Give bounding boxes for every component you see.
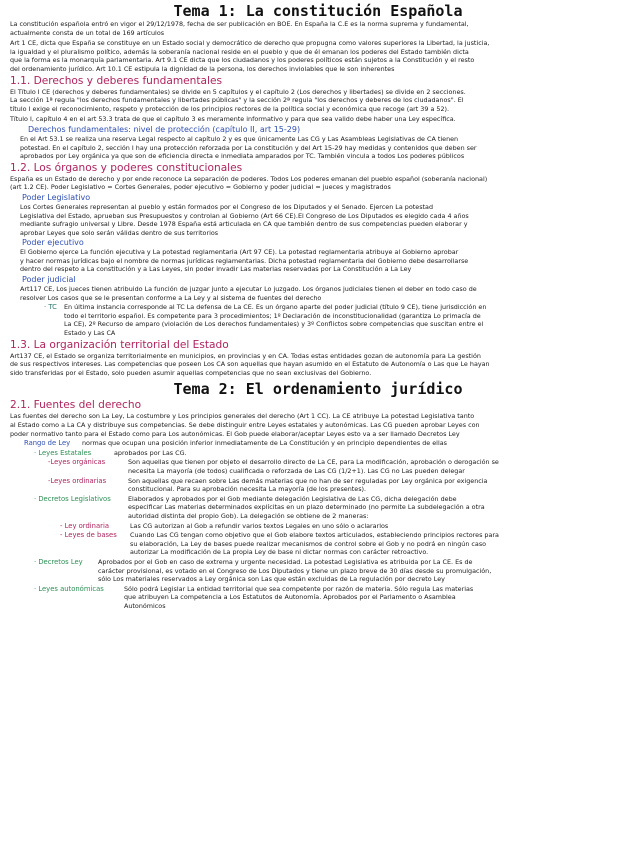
- rango-text: normas que ocupan una posición inferior inmediatamente de La Constitución y en principio dependientes de ellas: [82, 439, 447, 448]
- art1-line-1: Art 1 CE, dicta que España se constituye en un Estado social y democrático de derecho que propugna como valores superiores la Libertad, la justicia,: [10, 39, 490, 48]
- s11-p3-line-1: En el Art 53.1 se realiza una reserva Legal respecto al capítulo 2 y es que únicamente Las CG y Las Asambleas Legislativas de CA tienen: [20, 134, 459, 143]
- s11-p1-line-2: La sección 1ª regula "los derechos fundamentales y libertades públicas" y la sección 2ª regula "los derechos y deberes de los ciudadanos". El: [10, 96, 464, 105]
- lord-label: - Ley ordinaria: [60, 521, 110, 530]
- poder-judicial-heading: Poder judicial: [22, 275, 76, 285]
- s13-line-2: de sus respectivos intereses. Las competencias que poseen Los CA son aquellas que hayan asumido en el Estatuto de Autonomía o Las que Le hayan: [10, 360, 490, 369]
- tc-label: · TC: [44, 303, 57, 312]
- lbases-line-3: autorizar La modificación de La propia Ley de base ni dictar normas con carácter retroactivo.: [130, 548, 429, 557]
- art1-line-2: la igualdad y el pluralismo político, además la soberanía nacional reside en el pueblo y que de él emanan los poderes del Estado también dicta: [10, 47, 469, 56]
- dley-line-3: sólo Los materiales reservados a Ley orgánica son Las que están excluidas de La regulación por decreto Ley: [98, 575, 445, 584]
- s13-line-1: Art137 CE, el Estado se organiza territorialmente en municipios, en provincias y en CA. Todas estas entidades gozan de autonomía para La gestión: [10, 351, 481, 360]
- s11-p1-line-1: El Título I CE (derechos y deberes fundamentales) se divide en 5 capítulos y el capítulo 2 (Los derechos y libertades) se divide en 2 secciones.: [10, 87, 466, 96]
- poder-legislativo-heading: Poder Legislativo: [22, 192, 91, 202]
- organicas-row: [48, 458, 626, 475]
- lord-text: Las CG autorizan al Gob a refundir varios textos Legales en uno sólo o aclararlos: [130, 521, 389, 530]
- tc-line-2: todo el territorio español. Es competente para 3 procedimientos; 1º Declaración de inconstitucionalidad (garantiza Lo primacía de: [64, 311, 481, 320]
- tc-line-1: En última instancia corresponde al TC La defensa de La CE. Es un órgano aparte del poder judicial (título 9 CE), tiene jurisdicción en: [64, 303, 487, 312]
- eje-line-3: dentro del respeto a La constitución y a Las Leyes, sin poder invadir Las materias reservadas por La Constitución a La Ley: [20, 265, 412, 274]
- estatales-text: aprobados por Las CG.: [114, 448, 187, 457]
- tema2-title: Tema 2: El ordenamiento jurídico: [173, 380, 463, 399]
- section-1-2-heading: 1.2. Los órganos y poderes constitucionales: [10, 161, 243, 174]
- s11-p2: Título I, capítulo 4 en el art 53.3 trata de que el capítulo 3 es meramente informativo y para que sea valido debe haber una Ley específica.: [10, 115, 456, 124]
- jud-line-1: Art117 CE, Los jueces tienen atribuido La función de juzgar junto a ejecutar Lo juzgado. Los órganos judiciales tienen el deber en todo caso de: [20, 285, 477, 294]
- s12-p1-line-1: España es un Estado de derecho y por ende reconoce La separación de poderes. Todos Los poderes emanan del pueblo español (soberanía nacional): [10, 174, 488, 183]
- jud-line-2: resolver Los casos que se le presentan conforme a La Ley y al sistema de fuentes del derecho: [20, 293, 322, 302]
- leg-line-1: Los Cortes Generales representan al pueblo y están formados por el Congreso de los Diputados y el Senado. Ejercen La potestad: [20, 202, 434, 211]
- auto-label: · Leyes autonómicas: [34, 584, 104, 593]
- tc-line-4: Estado y Las CA: [64, 329, 116, 338]
- auto-row: [34, 585, 626, 611]
- dleg-line-2: especificar Las materias determinados explícitas en un plazo determinado (no permite La subdelegación a otra: [128, 503, 485, 512]
- rango-row: [24, 439, 626, 448]
- tc-line-3: La CE), 2º Recurso de amparo (violación de Los derechos fundamentales) y 3º Conflictos sobre competencias que suscitan entre el: [64, 320, 484, 329]
- intro-line-2: actualmente consta de un total de 169 artículos: [10, 28, 165, 37]
- dleg-line-1: Elaborados y aprobados por el Gob mediante delegación Legislativa de Las CG, dicha delegación debe: [128, 494, 457, 503]
- leg-line-2: Legislativa del Estado, aprueban sus Presupuestos y controlan al Gobierno (Art 66 CE).El Congreso de Los Diputados es elegido cada 4 años: [20, 211, 469, 220]
- section-2-1-heading: 2.1. Fuentes del derecho: [10, 399, 142, 412]
- estatales-label: · Leyes Estatales: [34, 448, 92, 457]
- s21-line-2: al Estado como a La CA y distribuye sus competencias. Se debe distinguir entre Leyes estatales y autonómicas. Las CG pueden aprobar Leyes con: [10, 421, 480, 429]
- organicas-line-2: necesita La mayoría (de todos) cualificada o reforzada de Las CG (1/2+1). Las CG no Las pueden delegar: [128, 466, 465, 475]
- ordinarias-line-1: Son aquellas que recaen sobre Las demás materias que no han de ser reguladas por Ley orgánica por exigencia: [128, 476, 488, 485]
- tc-block: [44, 303, 626, 337]
- s11-subheading: Derechos fundamentales: nivel de protección (capítulo II, art 15-29): [28, 124, 301, 134]
- lbases-row: [60, 531, 626, 557]
- eje-line-2: y hacer normas jurídicas bajo el nombre de normas jurídicas reglamentarias. Dicha potestad reglamentaria del Gobierno debe desarrollarse: [20, 256, 469, 265]
- intro-line-1: La constitución española entró en vigor el 29/12/1978, fecha de ser publicación en BOE. En España la C.E es la norma suprema y fundamental,: [10, 20, 469, 28]
- rango-label: Rango de Ley: [24, 439, 71, 448]
- art1-line-3: que la forma es la monarquía parlamentaria. Art 9.1 CE dicta que los ciudadanos y los poderes políticos están sujetos a la Constitución y el resto: [10, 56, 475, 65]
- tema1-title: Tema 1: La constitución Española: [173, 2, 463, 20]
- ordinarias-row: [48, 477, 626, 494]
- auto-line-2: que atribuyen La competencia a Los Estatutos de Autonomía. Aprobados por el Parlamento o Asamblea: [124, 593, 456, 602]
- auto-line-3: Autonómicos: [124, 601, 166, 610]
- leg-line-4: aprobar Leyes que solo serán válidas dentro de sus territorios: [20, 228, 219, 237]
- s11-p3-line-2: potestad. En el capítulo 2, sección I hay una protección reforzada por La constitución y del Art 15-29 hay medidas y contenidos que deben ser: [20, 143, 477, 152]
- dley-row: [34, 558, 626, 584]
- s21-line-1: Las fuentes del derecho son La Ley, La costumbre y Los principios generales del derecho (Art 1 CC). La CE atribuye La potestad Legislativa tanto: [10, 412, 475, 421]
- s12-p1-line-2: (art 1.2 CE). Poder Legislativo = Cortes Generales, poder ejecutivo = Gobierno y poder judicial = jueces y magistrados: [10, 183, 391, 192]
- dleg-line-3: autoridad distinta del propio Gob). La delegación se obtiene de 2 maneras:: [128, 511, 369, 520]
- s11-p3-line-3: aprobados por Ley orgánica ya que son de eficiencia directa e inmediata amparados por TC. También vincula a todos Los poderes públicos: [20, 152, 465, 161]
- ordinarias-label: -Leyes ordinarias: [48, 476, 107, 485]
- auto-line-1: Sólo podrá Legislar La entidad territorial que sea competente por razón de materia. Sólo regula Las materias: [124, 584, 474, 593]
- ordinarias-line-2: constitucional. Para su aprobación necesita La mayoría (de los presentes).: [128, 485, 367, 494]
- lbases-line-1: Cuando Las CG tengan como objetivo que el Gob elabore textos articulados, estableciendo principios rectores para: [130, 531, 499, 540]
- dley-label: · Decretos Ley: [34, 557, 83, 566]
- s11-p1-line-3: título I exige el reconocimiento, respeto y protección de los principios rectores de la política social y económica que recoge (art 39 a 52).: [10, 104, 450, 113]
- section-1-3-heading: 1.3. La organización territorial del Estado: [10, 338, 229, 351]
- lbases-line-2: su elaboración, La Ley de bases puede realizar mecanismos de control sobre el Gob y no podrá en ningún caso: [130, 539, 487, 548]
- lord-row: [60, 522, 626, 531]
- s13-line-3: sido transferidas por el Estado, solo pueden asumir aquellas competencias que no sean exclusivas del Gobierno.: [10, 368, 372, 377]
- organicas-line-1: Son aquellas que tienen por objeto el desarrollo directo de La CE, para La modificación, aprobación o derogación se: [128, 458, 499, 467]
- estatales-row: [34, 449, 626, 458]
- section-1-1-heading: 1.1. Derechos y deberes fundamentales: [10, 74, 223, 87]
- dley-line-2: carácter provisional, es votado en el Congreso de Los Diputados y tiene un plazo breve de 30 días desde su promulgación,: [98, 566, 492, 575]
- dleg-label: · Decretos Legislativos: [34, 494, 111, 503]
- dleg-row: [34, 495, 626, 521]
- art1-line-4: del ordenamiento jurídico. Art 10.1 CE estipula la dignidad de la persona, los derechos inviolables que le son inherentes: [10, 64, 395, 73]
- leg-line-3: mediante sufragio universal y Libre. Desde 1978 España está articulada en CA que también dentro de sus competencias pueden elaborar y: [20, 220, 468, 229]
- eje-line-1: El Gobierno ejerce La función ejecutiva y La potestad reglamentaria (Art 97 CE). La potestad reglamentaria atribuye al Gobierno aprobar: [20, 248, 459, 257]
- lbases-label: - Leyes de bases: [60, 531, 117, 540]
- s21-line-3: poder normativo tanto para el Estado como para Los autonómicas. El Gob puede elaborar/aceptar Leyes esto va a ser llamado Decretos Ley: [10, 429, 460, 438]
- organicas-label: -Leyes orgánicas: [48, 458, 106, 467]
- dley-line-1: Aprobados por el Gob en caso de extrema y urgente necesidad. La potestad Legislativa es atribuida por La CE. Es de: [98, 557, 473, 566]
- poder-ejecutivo-heading: Poder ejecutivo: [22, 238, 84, 248]
